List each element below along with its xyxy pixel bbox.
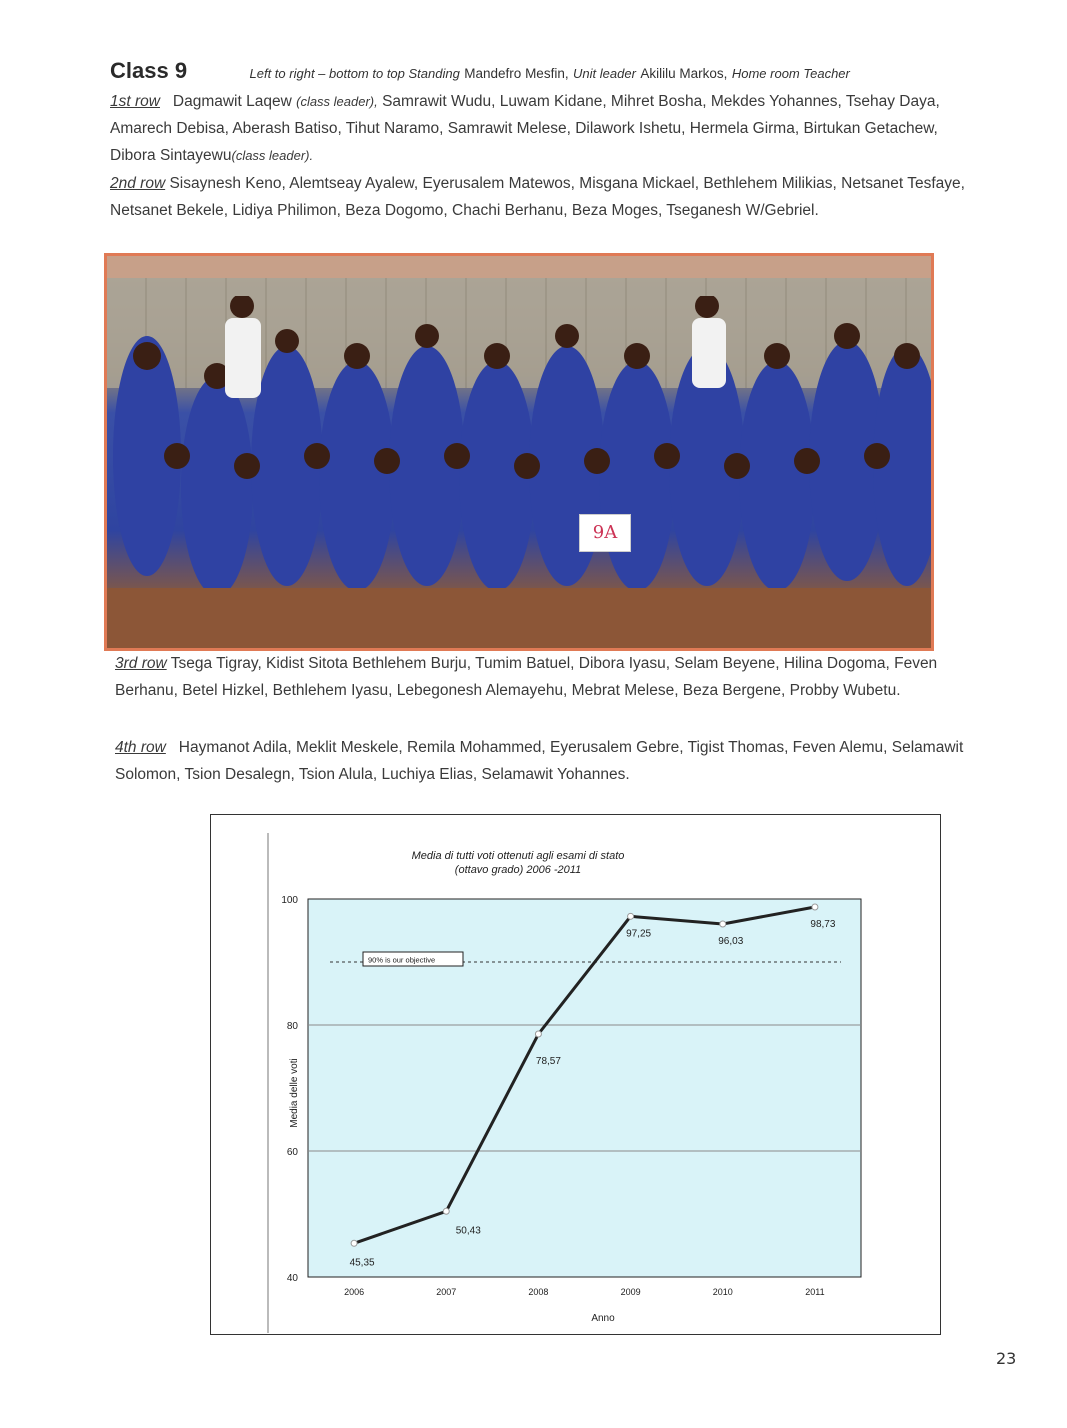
class-photo	[104, 253, 934, 651]
staff-2-role: Home room Teacher	[731, 66, 850, 81]
row-1-note-1: (class leader),	[296, 94, 378, 109]
row-1-label: 1st row	[110, 93, 160, 110]
row-3-label: 3rd row	[115, 655, 167, 672]
row-1-names: Samrawit Wudu, Luwam Kidane, Mihret Bosha, Mekdes Yohannes, Tsehay Daya, Amarech Debisa, Aberash Batiso, Tihut Naramo, Samrawit Melese, Dilawork Ishetu, Hermela Girma, Birtukan Getachew, Dibora Sintayewu	[110, 93, 940, 164]
y-axis-label: Media delle voti	[289, 1058, 300, 1128]
data-label: 78,57	[535, 1056, 561, 1068]
chart-frame	[210, 814, 941, 1335]
y-tick-label: 80	[286, 1021, 298, 1032]
data-label: 96,03	[718, 936, 744, 948]
caption-intro: Left to right – bottom to top Standing	[249, 66, 460, 81]
class-header	[110, 58, 1010, 84]
row-1-first-name: Dagmawit Laqew	[172, 93, 292, 110]
x-axis-label: Anno	[591, 1313, 615, 1324]
row-2-label: 2nd row	[110, 175, 166, 192]
y-tick-label: 40	[286, 1273, 298, 1284]
row-1-paragraph	[110, 88, 970, 169]
x-tick-label: 2009	[620, 1287, 641, 1297]
row-3-names: Tsega Tigray, Kidist Sitota Bethlehem Burju, Tumim Batuel, Dibora Iyasu, Selam Beyene, Hilina Dogoma, Feven Berhanu, Betel Hizkel, Bethlehem Iyasu, Lebegonesh Alemayehu, Mebrat Melese, Beza Bergene, Probby Wubetu.	[115, 655, 938, 699]
x-tick-label: 2011	[805, 1287, 825, 1297]
data-point	[720, 921, 726, 927]
data-label: 97,25	[626, 928, 652, 940]
x-tick-label: 2006	[344, 1287, 365, 1297]
data-label: 50,43	[455, 1225, 481, 1237]
students-group-illustration	[107, 296, 931, 596]
staff-1-role: Unit leader	[573, 66, 636, 81]
y-tick-label: 100	[281, 895, 298, 906]
chart-title-line-1: Media di tutti voti ottenuti agli esami di stato	[411, 850, 625, 862]
chart-title-line-2: (ottavo grado) 2006 -2011	[454, 864, 582, 876]
x-tick-label: 2007	[436, 1287, 457, 1297]
class-title: Class 9	[110, 58, 188, 83]
y-tick-label: 60	[286, 1147, 298, 1158]
staff-1-name: Mandefro Mesfin,	[464, 66, 569, 81]
row-4-paragraph	[115, 734, 975, 788]
exam-average-chart	[211, 815, 939, 1333]
objective-label: 90% is our objective	[368, 955, 436, 965]
class-sign: 9A	[579, 514, 631, 552]
x-tick-label: 2008	[528, 1287, 549, 1297]
data-label: 45,35	[349, 1257, 375, 1269]
row-2-names: Sisaynesh Keno, Alemtseay Ayalew, Eyerusalem Matewos, Misgana Mickael, Bethlehem Milikias, Netsanet Tesfaye, Netsanet Bekele, Lidiya Philimon, Beza Dogomo, Chachi Berhanu, Beza Moges, Tseganesh W/Gebriel.	[110, 175, 965, 219]
staff-2-name: Akililu Markos,	[640, 66, 728, 81]
row-4-label: 4th row	[115, 739, 166, 756]
row-2-paragraph	[110, 170, 970, 224]
x-tick-label: 2010	[712, 1287, 733, 1297]
data-point	[628, 913, 634, 919]
row-1-note-2: (class leader).	[231, 148, 314, 163]
page-number: 23	[996, 1349, 1017, 1368]
data-point	[351, 1240, 357, 1246]
data-label: 98,73	[810, 919, 836, 931]
data-point	[535, 1031, 541, 1037]
data-point	[443, 1208, 449, 1214]
row-3-paragraph	[115, 650, 975, 704]
row-4-names: Haymanot Adila, Meklit Meskele, Remila Mohammed, Eyerusalem Gebre, Tigist Thomas, Feven Alemu, Selamawit Solomon, Tsion Desalegn, Tsion Alula, Luchiya Elias, Selamawit Yohannes.	[115, 739, 964, 783]
data-point	[812, 904, 818, 910]
